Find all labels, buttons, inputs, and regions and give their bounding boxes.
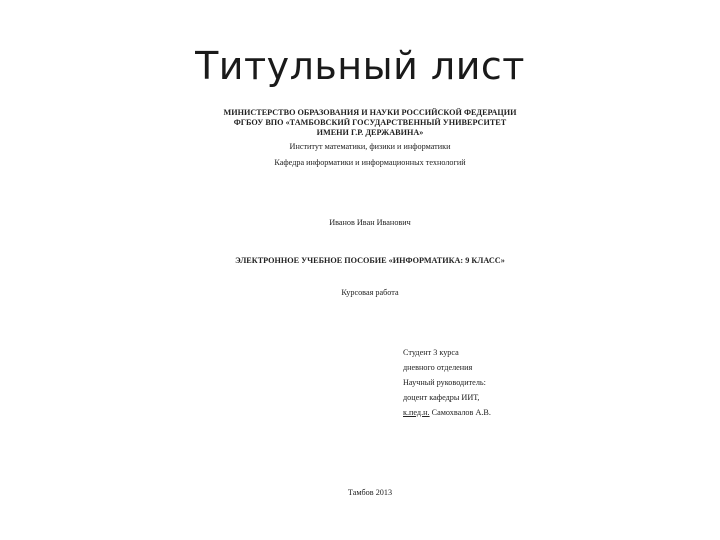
- supervisor-name: Самохвалов А.В.: [431, 408, 491, 417]
- institute-line: Институт математики, физики и информатики: [289, 142, 451, 151]
- study-form-line: дневного отделения: [403, 363, 473, 372]
- supervisor-name-line: [403, 408, 543, 418]
- title-page-image: [205, 98, 535, 528]
- author-line: Иванов Иван Иванович: [329, 218, 411, 227]
- student-line: Студент 3 курса: [403, 348, 459, 357]
- university-name-line: ИМЕНИ Г.Р. ДЕРЖАВИНА»: [316, 128, 424, 137]
- slide-title: Титульный лист: [195, 44, 525, 88]
- university-line: ФГБОУ ВПО «ТАМБОВСКИЙ ГОСУДАРСТВЕННЫЙ УНИВЕРСИТЕТ: [233, 118, 507, 127]
- ministry-line: МИНИСТЕРСТВО ОБРАЗОВАНИЯ И НАУКИ РОССИЙСКОЙ ФЕДЕРАЦИИ: [223, 108, 517, 117]
- work-type-line: Курсовая работа: [341, 288, 399, 297]
- supervisor-label-line: Научный руководитель:: [403, 378, 486, 387]
- supervisor-degree: к.пед.н.: [403, 408, 430, 417]
- department-line: Кафедра информатики и информационных технологий: [274, 158, 466, 167]
- work-title-line: ЭЛЕКТРОННОЕ УЧЕБНОЕ ПОСОБИЕ «ИНФОРМАТИКА: 9 КЛАСС»: [235, 256, 505, 265]
- supervisor-position-line: доцент кафедры ИИТ,: [403, 393, 480, 402]
- footer-city-year: Тамбов 2013: [347, 488, 393, 497]
